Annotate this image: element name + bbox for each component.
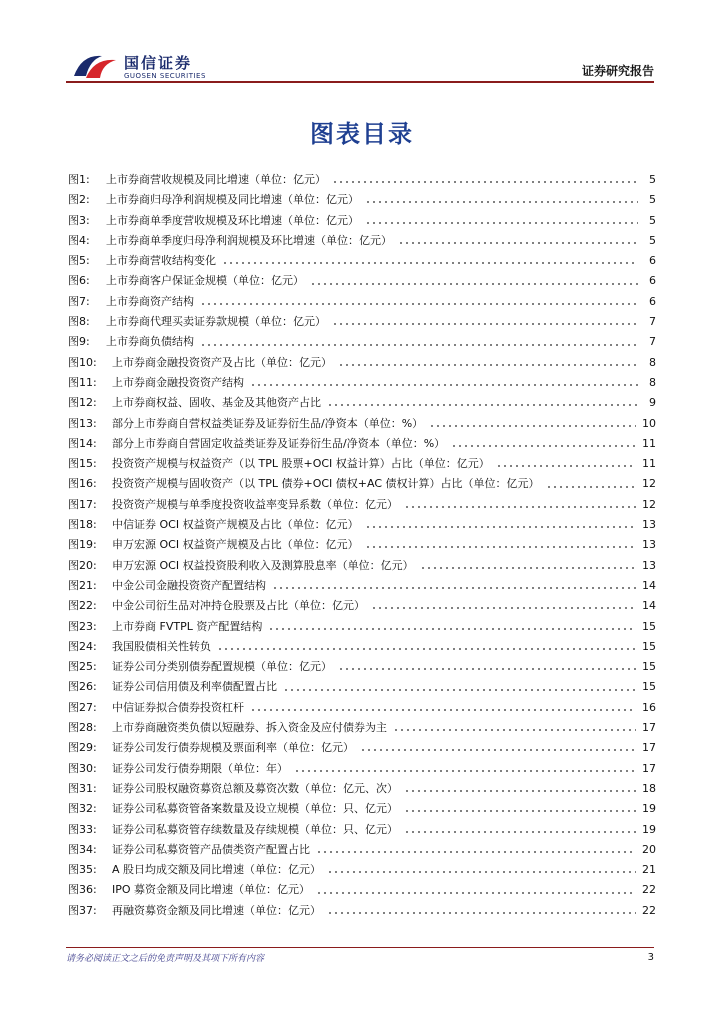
toc-entry-label: 图30:	[68, 761, 97, 775]
toc-leader-dots	[338, 364, 638, 366]
toc-leader-dots	[546, 486, 637, 488]
toc-entry-label: 图29:	[68, 741, 97, 755]
toc-entry[interactable]	[68, 474, 656, 494]
toc-entry[interactable]	[68, 211, 656, 231]
toc-entry-page: 6	[649, 274, 656, 288]
toc-leader-dots	[404, 810, 636, 812]
toc-entry[interactable]	[68, 271, 656, 291]
toc-entry-label: 图33:	[68, 822, 97, 836]
toc-leader-dots	[420, 567, 636, 569]
toc-entry[interactable]	[68, 596, 656, 616]
toc-entry-title: 上市券商金融投资资产结构	[112, 375, 244, 389]
toc-entry-page: 13	[642, 558, 656, 572]
toc-entry-title: IPO 募资金额及同比增速（单位：亿元）	[112, 883, 311, 897]
toc-entry-page: 5	[649, 233, 656, 247]
report-type: 证券研究报告	[581, 64, 654, 78]
page-number: 3	[647, 952, 654, 963]
toc-entry-label: 图25:	[68, 660, 97, 674]
toc-entry-title: 证券公司信用债及利率债配置占比	[112, 680, 277, 694]
toc-entry[interactable]	[68, 779, 656, 799]
toc-entry-page: 18	[642, 781, 656, 795]
toc-entry-title: 证券公司分类别债券配置规模（单位：亿元）	[112, 660, 332, 674]
guosen-logo-icon	[72, 50, 120, 82]
toc-entry-page: 5	[649, 193, 656, 207]
toc-entry[interactable]	[68, 840, 656, 860]
toc-leader-dots	[310, 283, 638, 285]
toc-entry[interactable]	[68, 576, 656, 596]
toc-entry-label: 图6:	[68, 274, 90, 288]
toc-entry[interactable]	[68, 698, 656, 718]
toc-entry[interactable]	[68, 799, 656, 819]
toc-entry[interactable]	[68, 190, 656, 210]
toc-entry[interactable]	[68, 880, 656, 900]
logo-text-en: GUOSEN SECURITIES	[124, 72, 206, 80]
toc-entry-title: 申万宏源 OCI 权益投资股利收入及测算股息率（单位：亿元）	[112, 558, 414, 572]
toc-entry-title: 中信证券 OCI 权益资产规模及占比（单位：亿元）	[112, 518, 359, 532]
toc-entry-page: 17	[642, 721, 656, 735]
toc-leader-dots	[360, 749, 636, 751]
toc-leader-dots	[272, 587, 636, 589]
toc-entry-title: 中金公司金融投资资产配置结构	[112, 578, 266, 592]
toc-entry[interactable]	[68, 414, 656, 434]
toc-entry[interactable]	[68, 393, 656, 413]
toc-entry-title: 证券公司股权融资募资总额及募资次数（单位：亿元、次）	[112, 781, 398, 795]
toc-leader-dots	[393, 729, 636, 731]
toc-entry-label: 图4:	[68, 233, 90, 247]
toc-entry-title: 上市券商融资类负债以短融券、拆入资金及应付债券为主	[112, 721, 387, 735]
toc-entry-page: 6	[649, 294, 656, 308]
toc-leader-dots	[496, 465, 636, 467]
toc-entry-page: 13	[642, 518, 656, 532]
toc-entry-label: 图24:	[68, 639, 97, 653]
toc-leader-dots	[398, 242, 638, 244]
toc-leader-dots	[327, 912, 636, 914]
toc-entry-title: 上市券商代理买卖证券款规模（单位：亿元）	[106, 315, 326, 329]
toc-entry-page: 19	[642, 822, 656, 836]
toc-entry-label: 图27:	[68, 700, 97, 714]
toc-entry-title: 证券公司私募资管产品债类资产配置占比	[112, 842, 310, 856]
toc-entry-label: 图11:	[68, 375, 97, 389]
toc-entry-title: 证券公司私募资管存续数量及存续规模（单位：只、亿元）	[112, 822, 398, 836]
toc-entry[interactable]	[68, 353, 656, 373]
toc-leader-dots	[365, 546, 636, 548]
toc-entry-title: 中金公司衍生品对冲持仓股票及占比（单位：亿元）	[112, 599, 365, 613]
toc-entry-label: 图31:	[68, 781, 97, 795]
toc-entry-page: 8	[649, 375, 656, 389]
toc-entry-page: 17	[642, 761, 656, 775]
toc-entry-label: 图20:	[68, 558, 97, 572]
toc-leader-dots	[332, 181, 638, 183]
toc-entry-page: 12	[642, 477, 656, 491]
toc-leader-dots	[365, 201, 638, 203]
toc-leader-dots	[338, 668, 636, 670]
toc-entry-label: 图15:	[68, 457, 97, 471]
toc-entry-title: 中信证券拟合债券投资杠杆	[112, 700, 244, 714]
toc-entry[interactable]	[68, 677, 656, 697]
toc-entry-title: 证券公司发行债券期限（单位：年）	[112, 761, 288, 775]
toc-entry-page: 17	[642, 741, 656, 755]
toc-leader-dots	[283, 689, 636, 691]
toc-entry-title: 上市券商归母净利润规模及同比增速（单位：亿元）	[106, 193, 359, 207]
toc-entry-title: 上市券商单季度归母净利润规模及环比增速（单位：亿元）	[106, 233, 392, 247]
toc-entry-label: 图14:	[68, 436, 97, 450]
toc-entry-page: 5	[649, 173, 656, 186]
toc-leader-dots	[365, 222, 638, 224]
toc-leader-dots	[268, 628, 636, 630]
toc-entry-page: 7	[649, 335, 656, 349]
toc-leader-dots	[404, 506, 636, 508]
toc-entry-label: 图21:	[68, 578, 97, 592]
logo-text-cn: 国信证券	[124, 54, 193, 72]
toc-leader-dots	[451, 445, 636, 447]
toc-entry[interactable]	[68, 495, 656, 515]
toc-entry-title: 上市券商权益、固收、基金及其他资产占比	[112, 396, 321, 410]
toc-entry-label: 图7:	[68, 294, 90, 308]
toc-entry-page: 5	[649, 213, 656, 227]
toc-entry[interactable]	[68, 251, 656, 271]
toc-entry-page: 16	[642, 700, 656, 714]
toc-entry-title: 上市券商营收规模及同比增速（单位：亿元）	[106, 173, 326, 186]
toc-entry-label: 图17:	[68, 497, 97, 511]
toc-entry-title: 投资资产规模与单季度投资收益率变异系数（单位：亿元）	[112, 497, 398, 511]
toc-entry-label: 图10:	[68, 355, 97, 369]
toc-entry[interactable]	[68, 292, 656, 312]
footer-disclaimer: 请务必阅读正文之后的免责声明及其项下所有内容	[66, 954, 265, 964]
toc-entry-label: 图12:	[68, 396, 97, 410]
toc-entry[interactable]	[68, 170, 656, 190]
toc-entry-title: 上市券商资产结构	[106, 294, 194, 308]
toc-entry[interactable]	[68, 332, 656, 352]
toc-entry-label: 图22:	[68, 599, 97, 613]
toc-leader-dots	[429, 425, 636, 427]
figure-list	[68, 170, 656, 921]
toc-entry-label: 图16:	[68, 477, 97, 491]
toc-entry-title: 申万宏源 OCI 权益资产规模及占比（单位：亿元）	[112, 538, 359, 552]
toc-entry-page: 22	[642, 883, 656, 897]
toc-entry-title: 上市券商 FVTPL 资产配置结构	[112, 619, 263, 633]
toc-entry-label: 图2:	[68, 193, 90, 207]
toc-entry-label: 图35:	[68, 863, 97, 877]
toc-entry[interactable]	[68, 820, 656, 840]
toc-entry-title: 上市券商单季度营收规模及环比增速（单位：亿元）	[106, 213, 359, 227]
toc-entry-page: 19	[642, 802, 656, 816]
toc-entry[interactable]	[68, 535, 656, 555]
toc-entry-label: 图8:	[68, 315, 90, 329]
toc-entry-page: 10	[642, 416, 656, 430]
toc-entry-label: 图5:	[68, 254, 90, 268]
toc-leader-dots	[217, 648, 636, 650]
toc-entry-page: 12	[642, 497, 656, 511]
toc-entry-page: 11	[642, 436, 656, 450]
toc-entry-label: 图1:	[68, 173, 90, 186]
toc-entry-page: 7	[649, 315, 656, 329]
toc-entry-page: 15	[642, 660, 656, 674]
toc-entry[interactable]	[68, 312, 656, 332]
toc-entry-label: 图19:	[68, 538, 97, 552]
footer-divider	[66, 947, 654, 948]
toc-entry[interactable]	[68, 373, 656, 393]
toc-entry-label: 图34:	[68, 842, 97, 856]
toc-entry-label: 图36:	[68, 883, 97, 897]
toc-entry[interactable]	[68, 515, 656, 535]
toc-entry-label: 图26:	[68, 680, 97, 694]
toc-entry-title: 我国股债相关性转负	[112, 639, 211, 653]
toc-entry-page: 15	[642, 619, 656, 633]
toc-entry-page: 11	[642, 457, 656, 471]
toc-entry-page: 9	[649, 396, 656, 410]
toc-entry[interactable]	[68, 657, 656, 677]
toc-entry-page: 22	[642, 903, 656, 917]
toc-entry-label: 图13:	[68, 416, 97, 430]
toc-leader-dots	[294, 770, 636, 772]
toc-entry-label: 图3:	[68, 213, 90, 227]
toc-entry-label: 图37:	[68, 903, 97, 917]
toc-entry-title: 部分上市券商自营权益类证券及证券衍生品/净资本（单位：%）	[112, 416, 424, 430]
toc-entry-title: 部分上市券商自营固定收益类证券及证券衍生品/净资本（单位：%）	[112, 436, 446, 450]
toc-leader-dots	[316, 892, 636, 894]
toc-entry[interactable]	[68, 637, 656, 657]
toc-entry-title: 再融资募资金额及同比增速（单位：亿元）	[112, 903, 321, 917]
toc-entry-title: 上市券商客户保证金规模（单位：亿元）	[106, 274, 304, 288]
page-title: 图表目录	[310, 120, 414, 148]
toc-leader-dots	[200, 303, 638, 305]
header-divider	[66, 81, 654, 83]
toc-entry-page: 8	[649, 355, 656, 369]
toc-entry-label: 图9:	[68, 335, 90, 349]
toc-entry[interactable]	[68, 860, 656, 880]
page-header	[0, 0, 724, 90]
toc-leader-dots	[316, 851, 636, 853]
toc-entry-title: A 股日均成交额及同比增速（单位：亿元）	[112, 863, 322, 877]
toc-entry[interactable]	[68, 718, 656, 738]
toc-leader-dots	[327, 404, 638, 406]
toc-leader-dots	[332, 323, 638, 325]
toc-entry-page: 6	[649, 254, 656, 268]
toc-entry-page: 15	[642, 639, 656, 653]
toc-entry-title: 投资资产规模与固收资产（以 TPL 债券+OCI 债权+AC 债权计算）占比（单位：亿元）	[112, 477, 540, 491]
toc-entry-label: 图28:	[68, 721, 97, 735]
toc-entry-title: 投资资产规模与权益资产（以 TPL 股票+OCI 权益计算）占比（单位：亿元）	[112, 457, 490, 471]
toc-entry-label: 图32:	[68, 802, 97, 816]
toc-entry-page: 13	[642, 538, 656, 552]
toc-entry[interactable]	[68, 738, 656, 758]
toc-entry-label: 图18:	[68, 518, 97, 532]
toc-leader-dots	[200, 344, 638, 346]
toc-entry-page: 21	[642, 863, 656, 877]
toc-leader-dots	[371, 607, 636, 609]
toc-entry-title: 证券公司发行债券规模及票面利率（单位：亿元）	[112, 741, 354, 755]
toc-leader-dots	[222, 262, 638, 264]
toc-entry[interactable]	[68, 759, 656, 779]
toc-leader-dots	[365, 526, 636, 528]
toc-entry[interactable]	[68, 434, 656, 454]
toc-entry-title: 上市券商负债结构	[106, 335, 194, 349]
toc-entry[interactable]	[68, 556, 656, 576]
toc-entry-title: 证券公司私募资管备案数量及设立规模（单位：只、亿元）	[112, 802, 398, 816]
toc-leader-dots	[250, 709, 636, 711]
toc-entry-page: 14	[642, 578, 656, 592]
toc-leader-dots	[327, 871, 636, 873]
toc-entry[interactable]	[68, 454, 656, 474]
toc-entry-label: 图23:	[68, 619, 97, 633]
toc-entry-page: 15	[642, 680, 656, 694]
toc-entry-title: 上市券商营收结构变化	[106, 254, 216, 268]
toc-entry[interactable]	[68, 901, 656, 921]
toc-entry[interactable]	[68, 617, 656, 637]
toc-entry-page: 14	[642, 599, 656, 613]
toc-entry[interactable]	[68, 231, 656, 251]
toc-leader-dots	[404, 831, 636, 833]
toc-leader-dots	[250, 384, 638, 386]
toc-entry-title: 上市券商金融投资资产及占比（单位：亿元）	[112, 355, 332, 369]
toc-leader-dots	[404, 790, 636, 792]
toc-entry-page: 20	[642, 842, 656, 856]
